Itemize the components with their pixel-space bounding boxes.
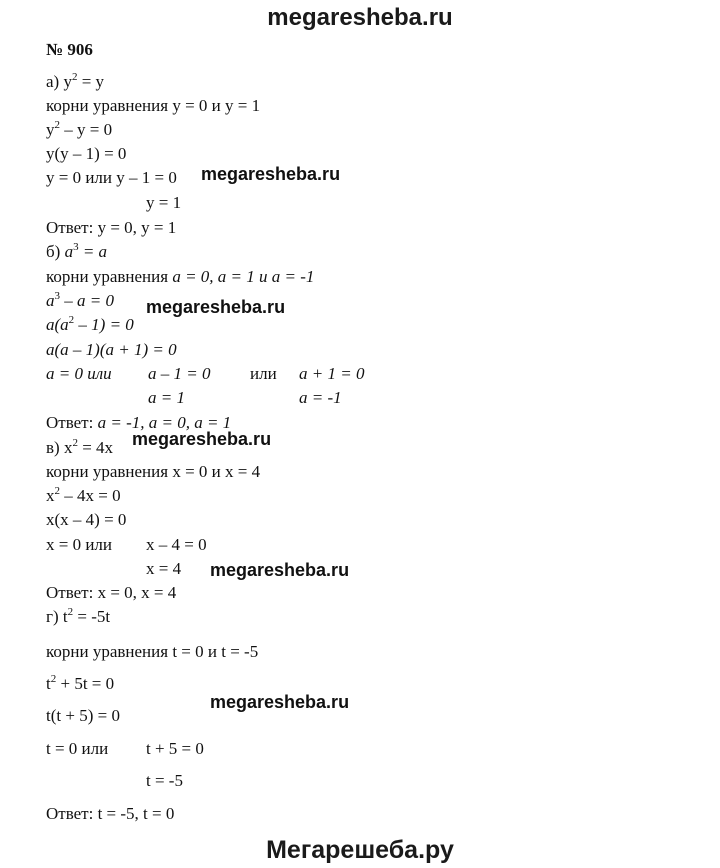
part-g-step-2: t(t + 5) = 0 xyxy=(46,706,120,725)
part-b-step-5b: a = -1 xyxy=(299,388,342,407)
part-a-step-4: y = 1 xyxy=(146,193,182,212)
watermark: megaresheba.ru xyxy=(201,164,341,184)
part-g-answer: Ответ: t = -5, t = 0 xyxy=(46,804,175,823)
part-v-step-2: x(x – 4) = 0 xyxy=(46,510,127,529)
part-v-answer: Ответ: x = 0, x = 4 xyxy=(46,583,177,602)
watermark: megaresheba.ru xyxy=(210,692,350,712)
part-b-step-4c: или xyxy=(250,364,277,383)
part-v-roots: корни уравнения x = 0 и x = 4 xyxy=(46,462,261,481)
watermark: megaresheba.ru xyxy=(210,560,350,580)
part-a-equation: а) $y^2 = y$ xyxy=(46,71,105,91)
problem-number: № 906 xyxy=(46,40,93,59)
watermark: megaresheba.ru xyxy=(132,429,272,449)
part-b-step-2: $a(a^2 - 1) = 0$ xyxy=(46,314,134,334)
part-v-step-3b: x – 4 = 0 xyxy=(146,535,207,554)
part-b-roots: корни уравнения a = 0, a = 1 и a = -1 xyxy=(46,267,315,286)
part-a-step-3: y = 0 или y – 1 = 0 xyxy=(46,168,177,187)
part-a-step-1: $y^2 - y = 0$ xyxy=(46,119,113,139)
part-g-step-1: $t^2 + 5t = 0$ xyxy=(46,673,115,693)
part-g-equation: г) $t^2 = -5t$ xyxy=(46,606,111,626)
part-g-step-3a: t = 0 или xyxy=(46,739,109,758)
part-b-step-1: $a^3 - a = 0$ xyxy=(46,290,114,310)
part-b-answer: Ответ: a = -1, a = 0, a = 1 xyxy=(46,413,232,432)
part-v-step-3a: x = 0 или xyxy=(46,535,113,554)
site-footer[interactable]: Мегарешеба.ру xyxy=(266,836,454,864)
part-b-equation: б) $a^3 = a$ xyxy=(46,241,108,261)
part-a-step-2: y(y – 1) = 0 xyxy=(46,144,127,163)
site-header[interactable]: megaresheba.ru xyxy=(267,4,453,31)
part-b-step-4d: a + 1 = 0 xyxy=(299,364,365,383)
part-a-answer: Ответ: y = 0, y = 1 xyxy=(46,218,177,237)
part-g-roots: корни уравнения t = 0 и t = -5 xyxy=(46,642,259,661)
part-v-equation: в) $x^2 = 4x$ xyxy=(46,437,114,457)
part-b-step-3: a(a – 1)(a + 1) = 0 xyxy=(46,340,177,359)
part-b-step-4a: a = 0 или xyxy=(46,364,112,383)
part-v-step-4: x = 4 xyxy=(146,559,182,578)
part-a-roots: корни уравнения y = 0 и y = 1 xyxy=(46,96,261,115)
part-g-step-4: t = -5 xyxy=(146,771,183,790)
part-g-step-3b: t + 5 = 0 xyxy=(146,739,204,758)
watermark: megaresheba.ru xyxy=(146,297,286,317)
part-b-step-4b: a – 1 = 0 xyxy=(148,364,211,383)
part-b-step-5a: a = 1 xyxy=(148,388,185,407)
part-v-step-1: $x^2 - 4x = 0$ xyxy=(46,485,121,505)
